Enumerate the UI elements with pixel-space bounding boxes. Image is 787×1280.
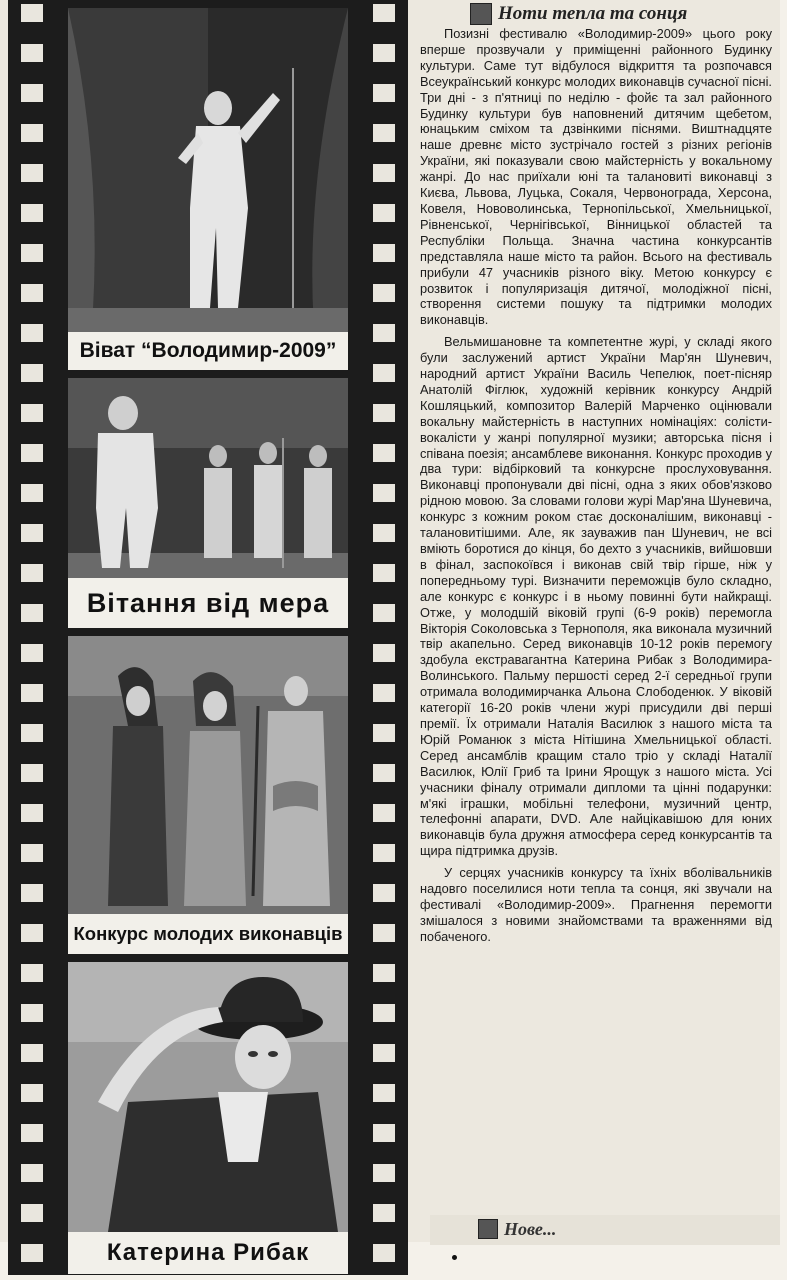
article-paragraph: Вельмишановне та компетентне журі, у складі якого були заслужений артист України Мар'ян Шуневич, народний артист України Василь Чепелюк, поет-пісняр Анатолій Фіглюк, художній керівник конкурсу Андрій Кошляцький, композитор Валерій Марченко оцінювали вокальну майстерність в наступних номінаціях: солісти-вокалісти у жанрі популярної музики; авторська пісня і співана поезія; ансамблеве виконання. Конкурс проходив у два тури: відбірковий та конкурсне прослуховування. Виконавці пропонували дві пісні, одна з яких обов'язково рідною мовою. За словами голови журі Мар'яна Шуневича, конкурс з кожним роком стає досконалішим, виконавці - талановитішими. Але, як зауважив пан Шуневич, не всі вміють боротися до кінця, бо дехто з учасників, вийшовши в фінал, заспокоївся і виконав свій твір гірше, ніж у попередньому турі. Визначити переможців було складно, але конкурс є конкурс і в ньому повинні бути найкращі. Отже, у молодшій віковій групі (6-9 років) перемогла Вікторія Соколовська з Тернополя, яка виконала музичний твір акапельно. Серед виконавців 10-12 років перемогу здобула екстравагантна Катерина Рибак з Володимира-Волинського. Пальму першості серед 2-ї середньої групи отримала володимирчанка Альона Слободенюк. У віковій категорії 16-20 років члени журі присудили дві перші премії. Їх отримали Наталія Василюк з нашого міста та Юрій Романюк з міста Нітішина Хмельницької області. Серед ансамблів кращим стало тріо у складі Наталії Василюк, Юлії Гриб та Ірини Ярощук з нашого міста. Усі учасники фіналу отримали дипломи та цінні подарунки: м'які іграшки, мобільні телефони, музичний центр, телефонні апарати, DVD. Але найцікавішою для юних виконавців була дружня атмосфера серед конкурсантів та щира підтримка друзів. xyxy=(420,334,772,859)
film-perforations-left xyxy=(21,4,43,1271)
next-article-title: Нове... xyxy=(504,1218,557,1239)
film-strip xyxy=(8,0,408,1275)
article-heading xyxy=(470,2,770,26)
photo-frame-contest xyxy=(68,636,348,954)
heading-square-icon xyxy=(478,1219,498,1239)
article-body xyxy=(420,26,772,951)
photo-caption: Віват “Володимир-2009” xyxy=(68,332,348,370)
heading-square-icon xyxy=(470,3,492,25)
article-paragraph: Позизні фестивалю «Володимир-2009» цього року вперше прозвучали у приміщенні районного Будинку культури. Саме тут відбулося відкриття та розпочався Всеукраїнський конкурс молодих виконавців сучасної пісні. Три дні - з п'ятниці по неділю - фойє та зал районного Будинку культури був наповнений дитячим щебетом, юнацьким сміхом та дзвінкими піснями. Виштнадцяте наше древнє місто зустрічало гостей з різних регіонів України, які показували свою майстерність у вокальному жанрі. До нас приїхали юні та талановиті виконавці з Києва, Львова, Луцька, Сокаля, Червонограда, Херсона, Ковеля, Нововолинська, Тернопільської, Хмельницької, Рівненської, Чернігівської, Вінницької областей та Республіки Польща. Значна частина конкурсантів представляла наше місто та район. Всього на фестиваль прибули 47 учасників різного віку. Метою конкурсу є розвиток і популяризація дитячої, молодіжної пісні, створення системи пошуку та підтримки молодих виконавців. xyxy=(420,26,772,328)
photo-young-performers xyxy=(68,636,348,954)
article-paragraph: У серцях учасників конкурсу та їхніх вболівальників надовго поселилися ноти тепла та сонця, які звучали на фестивалі «Володимир-2009». Прагнення перемогти змішалося з новими знайомствами та враженнями від побаченого. xyxy=(420,865,772,944)
photo-frame-mayor xyxy=(68,378,348,628)
photo-caption: Катерина Рибак xyxy=(68,1232,348,1274)
photo-caption: Вітання від мера xyxy=(68,578,348,628)
photo-festival-opening xyxy=(68,8,348,370)
next-article-heading xyxy=(478,1218,768,1240)
film-perforations-right xyxy=(373,4,395,1271)
ink-dot xyxy=(452,1255,457,1260)
photo-frame-kateryna xyxy=(68,962,348,1274)
photo-frame-festival xyxy=(68,8,348,370)
article-title: Ноти тепла та сонця xyxy=(498,3,688,24)
photo-caption: Конкурс молодих виконавців xyxy=(68,914,348,954)
photo-kateryna-rybak xyxy=(68,962,348,1274)
